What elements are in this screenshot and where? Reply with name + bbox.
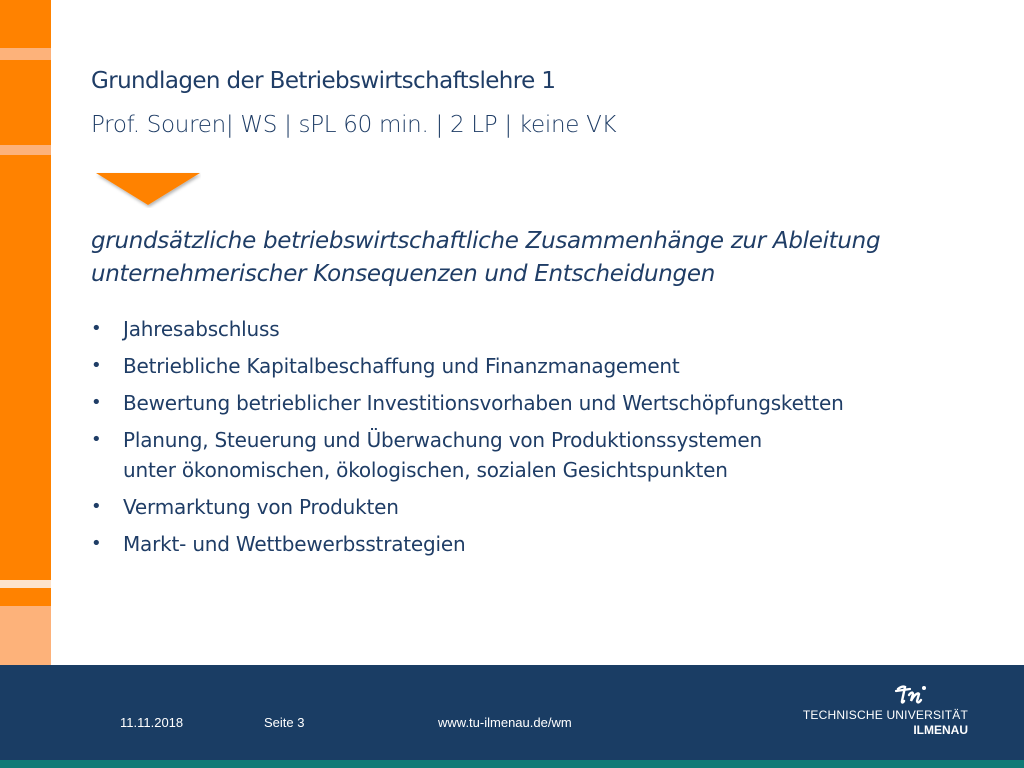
topic-text: Betriebliche Kapitalbeschaffung und Finanzmanagement	[123, 354, 680, 378]
bullet-dot: •	[91, 496, 102, 517]
bullet-dot: •	[91, 392, 102, 413]
topic-list-item	[91, 425, 971, 485]
bullet-dot: •	[91, 429, 102, 450]
topic-list-item	[91, 314, 971, 344]
topic-text: unter ökonomischen, ökologischen, sozialen Gesichtspunkten	[123, 458, 728, 482]
bullet-dot: •	[91, 533, 102, 554]
topic-list-item	[91, 351, 971, 381]
down-arrow-icon	[95, 172, 201, 208]
logo-text-line1: TECHNISCHE UNIVERSITÄT	[802, 708, 968, 722]
topic-text: Vermarktung von Produkten	[123, 495, 399, 519]
orange-side-stripe	[0, 0, 51, 665]
footer-date: 11.11.2018	[120, 715, 184, 730]
logo-text-line2: ILMENAU	[913, 723, 968, 737]
footer-page-number: Seite 3	[264, 715, 305, 730]
university-logo	[802, 683, 968, 738]
tu-ilmenau-logo-icon	[894, 683, 928, 705]
slide-subtitle: Prof. Souren| WS | sPL 60 min. | 2 LP | keine VK	[91, 112, 617, 138]
intro-text: grundsätzliche betriebswirtschaftliche Zusammenhänge zur Ableitung unternehmerischer Konsequenzen und Entscheidungen	[91, 228, 881, 287]
topic-text: Markt- und Wettbewerbsstrategien	[123, 532, 466, 556]
bullet-dot: •	[91, 318, 102, 339]
topic-list-item	[91, 492, 971, 522]
slide-title: Grundlagen der Betriebswirtschaftslehre 1	[91, 68, 556, 94]
topic-text: Planung, Steuerung und Überwachung von Produktionssystemen	[123, 428, 762, 452]
footer-url-link[interactable]: www.tu-ilmenau.de/wm	[438, 715, 572, 730]
topic-list-item	[91, 388, 971, 418]
topic-text: Jahresabschluss	[123, 317, 280, 341]
topic-text: Bewertung betrieblicher Investitionsvorhaben und Wertschöpfungsketten	[123, 391, 844, 415]
footer-accent-line	[0, 760, 1024, 768]
bullet-dot: •	[91, 355, 102, 376]
topic-list	[91, 314, 971, 566]
topic-list-item	[91, 529, 971, 559]
